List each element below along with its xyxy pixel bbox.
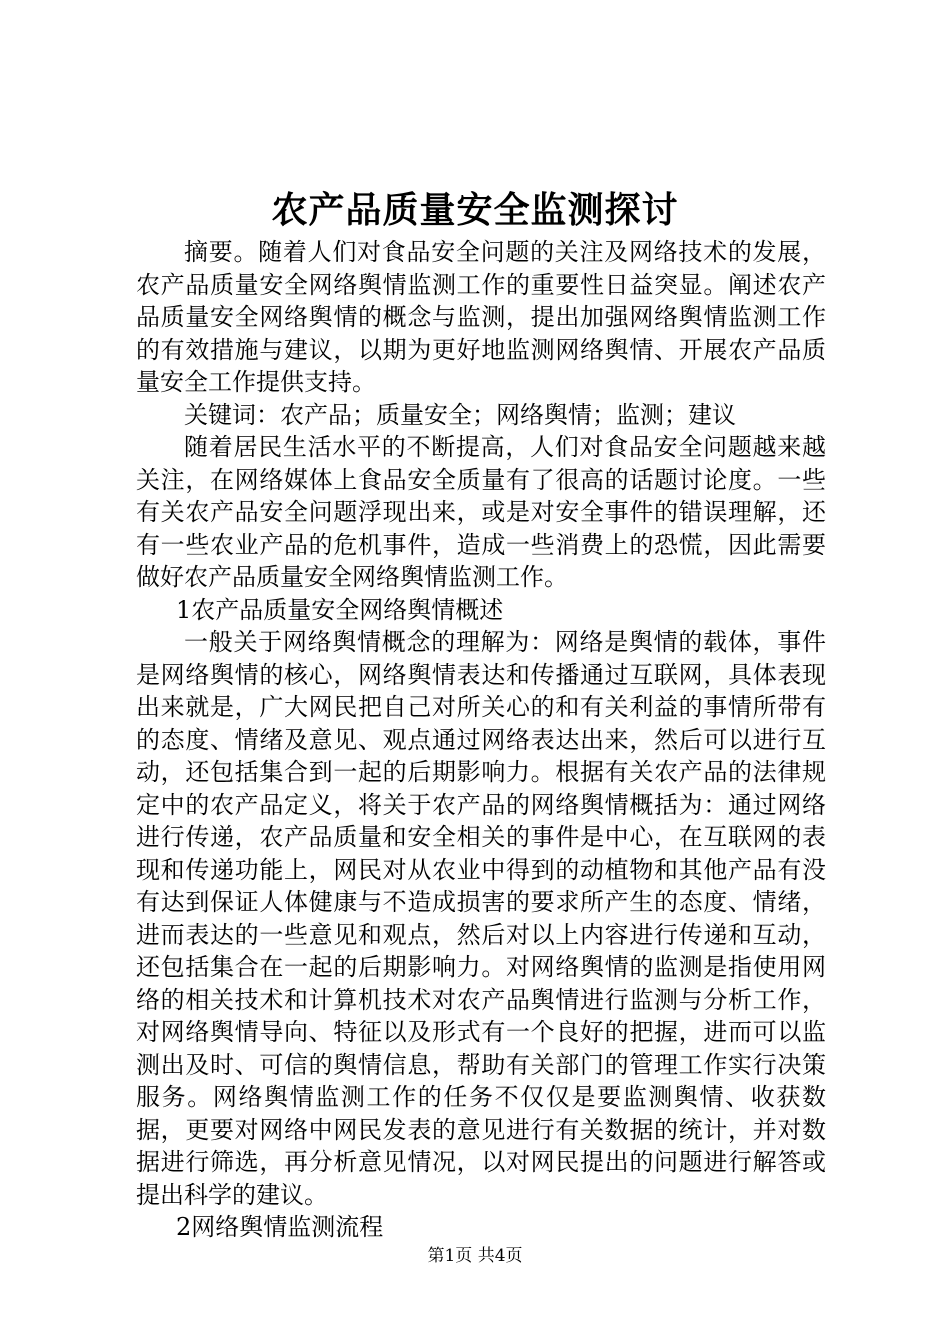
document-body [136, 236, 826, 1244]
section-1-paragraph: 一般关于网络舆情概念的理解为：网络是舆情的载体，事件是网络舆情的核心，网络舆情表达和传播通过互联网，具体表现出来就是，广大网民把自己对所关心的和有关利益的事情所带有的态度、情绪及意见、观点通过网络表达出来，然后可以进行互动，还包括集合到一起的后期影响力。根据有关农产品的法律规定中的农产品定义，将关于农产品的网络舆情概括为：通过网络进行传递，农产品质量和安全相关的事件是中心，在互联网的表现和传递功能上，网民对从农业中得到的动植物和其他产品有没有达到保证人体健康与不造成损害的要求所产生的态度、情绪，进而表达的一些意见和观点，然后对以上内容进行传递和互动，还包括集合在一起的后期影响力。对网络舆情的监测是指使用网络的相关技术和计算机技术对农产品舆情进行监测与分析工作，对网络舆情导向、特征以及形式有一个良好的把握，进而可以监测出及时、可信的舆情信息，帮助有关部门的管理工作实行决策服务。网络舆情监测工作的任务不仅仅是要监测舆情、收获数据，更要对网络中网民发表的意见进行有关数据的统计，并对数据进行筛选，再分析意见情况，以对网民提出的问题进行解答或提出科学的建议。 [136, 628, 826, 1209]
page-footer: 第1页 共4页 [427, 1246, 523, 1266]
section-heading-2: 2网络舆情监测流程 [176, 1213, 384, 1241]
intro-paragraph: 随着居民生活水平的不断提高，人们对食品安全问题越来越关注，在网络媒体上食品安全质量有了很高的话题讨论度。一些有关农产品安全问题浮现出来，或是对安全事件的错误理解，还有一些农业产品的危机事件，造成一些消费上的恐慌，因此需要做好农产品质量安全网络舆情监测工作。 [136, 433, 826, 591]
abstract-paragraph: 摘要。随着人们对食品安全问题的关注及网络技术的发展，农产品质量安全网络舆情监测工作的重要性日益突显。阐述农产品质量安全网络舆情的概念与监测，提出加强网络舆情监测工作的有效措施与建议，以期为更好地监测网络舆情、开展农产品质量安全工作提供支持。 [136, 238, 826, 396]
document-title: 农产品质量安全监测探讨 [271, 189, 679, 231]
keywords-paragraph: 关键词：农产品；质量安全；网络舆情；监测；建议 [184, 400, 736, 429]
section-heading-1: 1农产品质量安全网络舆情概述 [176, 595, 504, 624]
